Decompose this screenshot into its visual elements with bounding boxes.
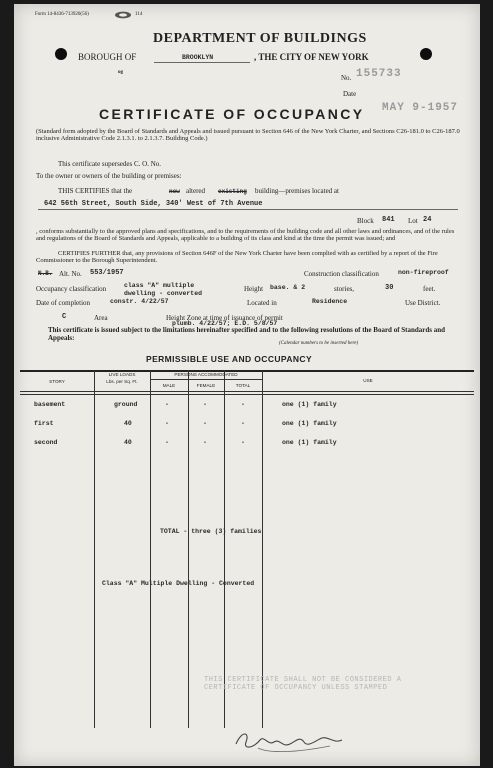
area-value: C: [62, 313, 67, 321]
header-female: FEMALE: [196, 383, 216, 388]
header-live-loads-unit: Lbs. per Sq. Ft.: [106, 379, 138, 384]
alt-label: Alt. No.: [59, 270, 82, 278]
row-male: -: [165, 420, 169, 427]
certifies-rest: building—premises located at: [255, 187, 339, 195]
borough-label: BOROUGH OF: [78, 52, 137, 62]
row-use: one (1) family: [282, 401, 337, 408]
occupancy-value-1: class "A" multiple: [124, 282, 195, 289]
row-female: -: [203, 420, 207, 427]
completion-value: constr. 4/22/57: [110, 298, 169, 305]
lot-label: Lot: [408, 217, 418, 225]
header-story: STORY: [49, 379, 65, 384]
punch-hole-right: [420, 48, 432, 60]
seal-icon: [114, 11, 132, 21]
row-load: 40: [124, 420, 132, 427]
form-number: Form 14-8436-713920(56): [35, 12, 89, 17]
use-occupancy-table: [20, 370, 474, 728]
total-line: TOTAL - three (3) families: [160, 528, 262, 535]
completion-label: Date of completion: [36, 299, 91, 307]
form-code: 114: [135, 12, 143, 17]
issued-subject-text: This certificate is issued subject to the limitations hereinafter specified and to the following resolutions of the Board of Standards and Appeals:: [48, 326, 446, 342]
occupancy-label: Occupancy classification: [36, 285, 107, 293]
construction-value: non-fireproof: [398, 269, 449, 276]
row-story: basement: [34, 401, 66, 408]
occupancy-value-2: dwelling - converted: [124, 290, 203, 297]
certificate-paper: Form 14-8436-713920(56) 114 DEPARTMENT OF BUILDINGS BOROUGH OF BROOKLYN , THE CITY OF NEW YORK og No. 155733 Date CERTIFICATE OF OCCUPANCY MAY 9-1957 (Standard form adopted by the Board of Standards and Appeals and issued pursuant to Section 646 of the New York Charter, and Sections C26-181.0 to C26-187.0 inclusive Administrative Code 2.1.3.1. to 2.1.3.7. Building Code.) This certificate supersedes C. O. No. To the owner or owners of the building or premises: THIS CERTIFIES that the new altered existing building—premises located at 642 56th Street, South Side, 340' West of 7th Avenue Block 841 Lot 24 , conforms substantially to the approved plans and specifications, and to the requirements of the building code and all other laws and ordinances, and of the rules and regulations of the Board of Standards and Appeals, applicable to a building of its class and kind at the time the permit was issued; and CERTIFIES FURTHER that, any provisions of Section 646F of the New York Charter have been complied with as certified by a report of the Fire Commissioner to the Borough Superintendent. N.B. Alt. No. 553/1957 Construction classification non-fireproof Occupancy classification class "A" multiple dwelling - converted Height base. & 2 stories, 30 feet. Date of completion constr. 4/22/57 Located in Residence Use District. C Area Height Zone at time of issuance of permit plumb. 4/22/57; E.D. 5/8/57 This certificate is issued subject to the limitations hereinafter specified and to the following resolutions of the Board of Standards and Appeals: (Calendar numbers to be inserted here) PERMISSIBLE USE AND OCCUPANCY STORY LIVE LOADS Lbs. per Sq. Ft. PERSONS ACCOMMODATED MALE FEMALE TOTAL USE basement ground - - - one (1) family first 40 - - - one (1) family second 40 - - - one (1) family TOTAL - three (3) families Class "A" Multiple Dwelling - Converted THIS CERTIFICATE SHALL NOT BE CONSIDERED A CERTIFICATE OF OCCUPANCY UNLESS STAMPED: [14, 4, 480, 766]
lot-value: 24: [423, 216, 432, 224]
supersedes-text: This certificate supersedes C. O. No.: [58, 160, 162, 168]
row-story: first: [34, 420, 54, 427]
row-female: -: [203, 439, 207, 446]
faded-stamp-note: THIS CERTIFICATE SHALL NOT BE CONSIDERED A CERTIFICATE OF OCCUPANCY UNLESS STAMPED: [204, 676, 402, 692]
to-owner-text: To the owner or owners of the building or premises:: [36, 172, 182, 180]
number-label: No.: [341, 74, 352, 82]
address-value: 642 56th Street, South Side, 340' West of 7th Avenue: [44, 200, 263, 208]
certifies-further-text: CERTIFIES FURTHER that, any provisions of Section 646F of the New York Charter have been complied with as certified by a report of the Fire Commissioner to the Borough Superintendent.: [36, 250, 438, 265]
block-label: Block: [357, 217, 374, 225]
located-label: Located in: [247, 299, 277, 307]
stories-label: stories,: [334, 285, 355, 293]
standard-form-text: (Standard form adopted by the Board of Standards and Appeals and issued pursuant to Section 646 of the New York Charter, and Sections C26-181.0 to C26-187.0 inclusive Administrative Code 2.1.3.1. to 2.1.3.7. Building Code.): [36, 128, 460, 143]
height-value: base. & 2: [270, 284, 306, 291]
alt-value: 553/1957: [90, 269, 124, 277]
height-label: Height: [244, 285, 264, 293]
row-female: -: [203, 401, 207, 408]
height-zone-label: Height Zone at time of issuance of permit: [166, 314, 283, 322]
construction-label: Construction classification: [304, 270, 379, 278]
row-male: -: [165, 401, 169, 408]
city-label: , THE CITY OF NEW YORK: [254, 52, 369, 62]
row-load: ground: [114, 401, 138, 408]
row-total: -: [241, 420, 245, 427]
conforms-text: , conforms substantially to the approved plans and specifications, and to the requirements of the building code and all other laws and ordinances, and of the rules and regulations of the Board of Standards and Appeals, applicable to a building of its class and kind at the time the permit was issued; and: [36, 228, 455, 243]
certifies-after: altered: [186, 187, 206, 195]
certificate-title: CERTIFICATE OF OCCUPANCY: [99, 106, 365, 122]
signature-icon: [230, 726, 350, 761]
feet-value: 30: [385, 284, 394, 292]
block-value: 841: [382, 216, 395, 224]
use-district-label: Use District.: [405, 299, 441, 307]
header-male: MALE: [162, 383, 176, 388]
calendar-note: (Calendar numbers to be inserted here): [279, 341, 359, 346]
header-use: USE: [363, 378, 373, 383]
section-title: PERMISSIBLE USE AND OCCUPANCY: [146, 354, 313, 364]
located-value: Residence: [312, 298, 348, 305]
date-label: Date: [343, 90, 357, 98]
row-male: -: [165, 439, 169, 446]
feet-label: feet.: [423, 285, 436, 293]
header-total: TOTAL: [235, 383, 251, 388]
class-line: Class "A" Multiple Dwelling - Converted: [102, 580, 255, 587]
address-underline: [38, 209, 458, 210]
borough-value: BROOKLYN: [182, 54, 214, 61]
row-total: -: [241, 401, 245, 408]
plumb-value: plumb. 4/22/57; E.D. 5/8/57: [172, 320, 278, 327]
date-stamp: MAY 9-1957: [382, 102, 459, 114]
certificate-number: 155733: [356, 68, 402, 80]
certifies-label: THIS CERTIFIES that the: [58, 187, 133, 195]
header-persons: PERSONS ACCOMMODATED: [174, 372, 238, 377]
row-use: one (1) family: [282, 439, 337, 446]
row-total: -: [241, 439, 245, 446]
department-title: DEPARTMENT OF BUILDINGS: [153, 31, 367, 46]
row-story: second: [34, 439, 58, 446]
area-label: Area: [94, 314, 108, 322]
row-load: 40: [124, 439, 132, 446]
punch-hole-left: [55, 48, 67, 60]
borough-underline: [154, 62, 250, 63]
row-use: one (1) family: [282, 420, 337, 427]
header-live-loads: LIVE LOADS: [108, 372, 136, 377]
